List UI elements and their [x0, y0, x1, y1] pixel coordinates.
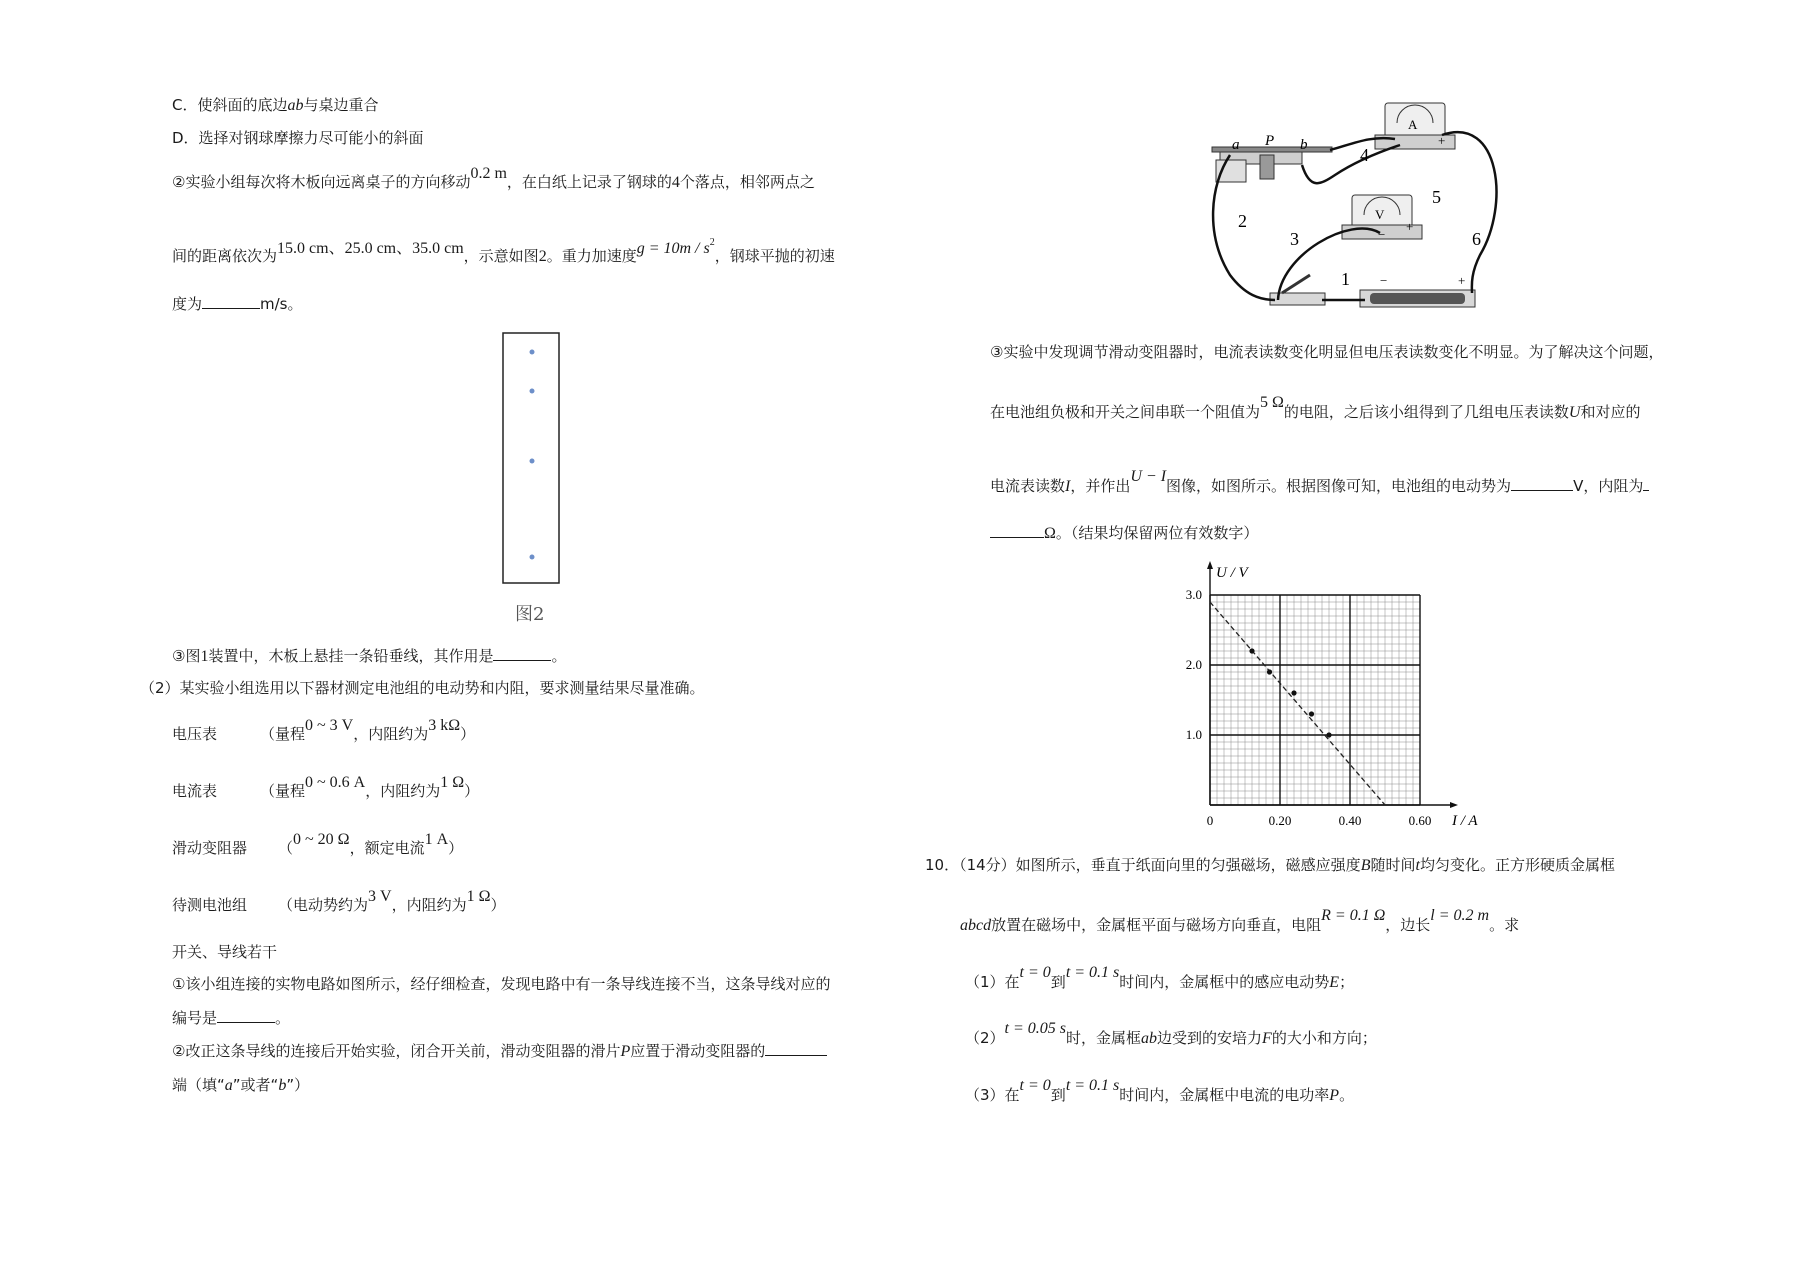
- circuit-label: a: [1232, 137, 1240, 153]
- option-d: D．选择对钢球摩擦力尽可能小的斜面: [172, 129, 424, 147]
- answer-blank-plumb[interactable]: [493, 645, 551, 661]
- step-3-line-3: 电流表读数I，并作出U − I图像，如图所示。根据图像可知，电池组的电动势为 V，内阻为: [990, 475, 1649, 497]
- circuit-label: 4: [1360, 145, 1369, 165]
- step-3-line-4: Ω。（结果均保留两位有效数字）: [990, 522, 1258, 544]
- step-2-line-2: 端（填“a”或者“b”）: [172, 1076, 310, 1094]
- chart-grid-minor: [1210, 595, 1420, 805]
- y-tick-label: 3.0: [1185, 587, 1202, 602]
- circuit-label: P: [1265, 133, 1275, 149]
- landing-point: [530, 555, 535, 560]
- circuit-label: V: [1375, 207, 1385, 222]
- x-tick-label: 0.40: [1338, 813, 1362, 828]
- circuit-label: b: [1300, 137, 1308, 153]
- data-point: [1267, 669, 1272, 674]
- data-point: [1326, 732, 1331, 737]
- u-i-chart: [1165, 555, 1478, 829]
- y-tick-label: 1.0: [1185, 727, 1202, 742]
- option-c: C．使斜面的底边ab与桌边重合: [172, 96, 379, 114]
- q10-part-1: （1）在t = 0到t = 0.1 s时间内，金属框中的感应电动势E；: [965, 964, 1355, 991]
- landing-point: [530, 389, 535, 394]
- q2-line-2: 间的距离依次为15.0 cm、25.0 cm、35.0 cm，示意如图2。重力加速度$g = 10m / s^2$，钢球平抛的初速: [172, 237, 835, 265]
- circuit-label: −: [1380, 273, 1388, 288]
- x-tick-label: 0: [1206, 813, 1214, 828]
- circuit-label: +: [1458, 273, 1466, 288]
- equipment-ammeter: 电流表 （量程0 ~ 0.6 A，内阻约为1 Ω）: [172, 774, 480, 800]
- battery-cells: [1370, 293, 1465, 304]
- figure-2: [500, 330, 570, 630]
- equipment-battery: 待测电池组 （电动势约为3 V，内阻约为1 Ω）: [172, 888, 506, 914]
- fit-line: [1210, 602, 1385, 805]
- x-tick-label: 0.60: [1408, 813, 1432, 828]
- rheostat-slider: [1260, 155, 1274, 179]
- figure-2-board: [503, 333, 559, 583]
- circuit-label: A: [1408, 117, 1418, 132]
- data-point: [1249, 648, 1254, 653]
- step-2-line-1: ②改正这条导线的连接后开始实验，闭合开关前，滑动变阻器的滑片P应置于滑动变阻器的: [172, 1040, 827, 1062]
- circuit-label: 3: [1290, 229, 1299, 249]
- equipment-rheostat: 滑动变阻器 （0 ~ 20 Ω，额定电流1 A）: [172, 831, 464, 857]
- equipment-switch: 开关、导线若干: [172, 943, 278, 961]
- switch-lever: [1282, 275, 1310, 293]
- answer-blank-wire[interactable]: [217, 1007, 275, 1023]
- step-1-line-2: 编号是 。: [172, 1009, 291, 1027]
- y-axis-label: U / V: [1216, 565, 1248, 581]
- circuit-label: +: [1438, 133, 1446, 148]
- step-1-line-1: ①该小组连接的实物电路如图所示，经仔细检查，发现电路中有一条导线连接不当，这条导线对应的: [172, 975, 831, 993]
- step-3-line-2: 在电池组负极和开关之间串联一个阻值为5 Ω的电阻，之后该小组得到了几组电压表读数U和对应的: [990, 394, 1641, 421]
- circuit-label: +: [1406, 219, 1414, 234]
- answer-blank-emf[interactable]: [1511, 475, 1573, 491]
- circuit-label: 1: [1341, 269, 1350, 289]
- x-axis-label: I / A: [1452, 813, 1478, 829]
- landing-point: [530, 350, 535, 355]
- q2-line-3: 度为 m/s。: [172, 295, 303, 313]
- equipment-voltmeter: 电压表 （量程0 ~ 3 V，内阻约为3 kΩ）: [172, 717, 476, 743]
- data-point: [1291, 690, 1296, 695]
- circuit-label: 5: [1432, 187, 1441, 207]
- part-2-intro: （2）某实验小组选用以下器材测定电池组的电动势和内阻，要求测量结果尽量准确。: [140, 679, 705, 697]
- circuit-label: −: [1378, 227, 1386, 242]
- answer-blank-velocity[interactable]: [202, 293, 260, 309]
- q10-line-1: 10．（14分）如图所示，垂直于纸面向里的匀强磁场，磁感应强度B随时间t均匀变化。正方形硬质金属框: [925, 856, 1615, 874]
- data-point: [1309, 711, 1314, 716]
- y-tick-label: 2.0: [1185, 657, 1202, 672]
- q10-part-2: （2）t = 0.05 s时，金属框ab边受到的安培力F的大小和方向；: [965, 1020, 1377, 1047]
- answer-blank-end[interactable]: [765, 1040, 827, 1056]
- circuit-label: 6: [1472, 229, 1481, 249]
- q10-part-3: （3）在t = 0到t = 0.1 s时间内，金属框中电流的电功率P。: [965, 1077, 1355, 1104]
- q3-line: ③图1装置中，木板上悬挂一条铅垂线，其作用是 。: [172, 647, 567, 665]
- circuit-label: 2: [1238, 211, 1247, 231]
- circuit-diagram: [1210, 95, 1510, 315]
- landing-point: [530, 459, 535, 464]
- answer-blank-resistance[interactable]: [990, 522, 1044, 538]
- q2-line-1: ②实验小组每次将木板向远离桌子的方向移动0.2 m，在白纸上记录了钢球的4个落点，相邻两点之: [172, 165, 815, 191]
- x-tick-label: 0.20: [1268, 813, 1292, 828]
- x-axis-arrow: [1450, 802, 1458, 808]
- wire-6: [1442, 132, 1496, 293]
- y-axis-arrow: [1207, 561, 1213, 569]
- step-3-line-1: ③实验中发现调节滑动变阻器时，电流表读数变化明显但电压表读数变化不明显。为了解决这个问题，: [990, 343, 1664, 361]
- q10-line-2: abcd放置在磁场中，金属框平面与磁场方向垂直，电阻R = 0.1 Ω，边长l = 0.2 m。求: [960, 907, 1520, 934]
- answer-blank-resistance-a[interactable]: [1643, 475, 1649, 491]
- figure-2-caption: 图2: [515, 604, 545, 625]
